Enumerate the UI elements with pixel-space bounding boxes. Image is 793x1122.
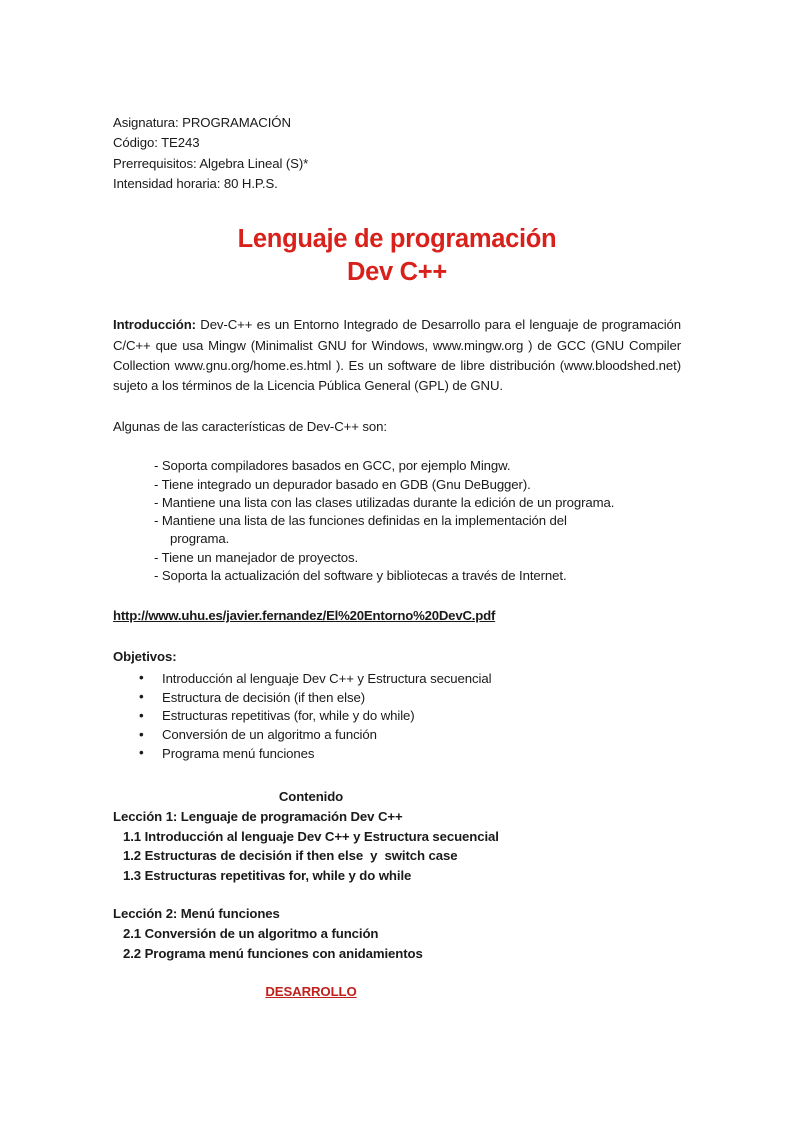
course-metadata-block xyxy=(113,113,681,194)
introduction-label: Introducción: xyxy=(113,317,196,333)
lesson-1-title: Lección 1: Lenguaje de programación Dev C++ xyxy=(113,809,403,825)
lesson-1-block xyxy=(113,807,681,885)
reference-link[interactable]: http://www.uhu.es/javier.fernandez/El%20Entorno%20DevC.pdf xyxy=(113,608,496,624)
list-item xyxy=(113,670,681,689)
list-item xyxy=(113,689,681,708)
feature-text: - Mantiene una lista de las funciones definidas en la implementación del xyxy=(154,513,567,529)
objetivo-text: Estructura de decisión (if then else) xyxy=(162,689,366,705)
features-list xyxy=(113,457,681,585)
metadata-line-codigo: Código: TE243 xyxy=(113,135,200,151)
contenido-heading: Contenido xyxy=(278,788,344,804)
page-title: Lenguaje de programación xyxy=(237,225,557,254)
feature-text: - Soporta compiladores basados en GCC, por ejemplo Mingw. xyxy=(154,458,511,474)
feature-text: - Soporta la actualización del software y bibliotecas a través de Internet. xyxy=(154,568,567,583)
objetivo-text: Conversión de un algoritmo a función xyxy=(162,727,377,743)
lesson-2-title: Lección 2: Menú funciones xyxy=(113,906,280,922)
list-item xyxy=(113,567,681,585)
list-item xyxy=(113,707,681,726)
feature-text-continuation: programa. xyxy=(170,531,230,547)
list-item xyxy=(113,494,681,512)
introduction-paragraph xyxy=(113,315,681,397)
list-item xyxy=(113,476,681,494)
feature-text: - Mantiene una lista con las clases utilizadas durante la edición de un programa. xyxy=(154,494,615,510)
objetivos-list xyxy=(113,670,681,764)
lesson-1-item-3: 1.3 Estructuras repetitivas for, while y do while xyxy=(123,867,412,883)
feature-text: - Tiene un manejador de proyectos. xyxy=(154,549,359,565)
lesson-1-item-1: 1.1 Introducción al lenguaje Dev C++ y Estructura secuencial xyxy=(123,828,499,844)
introduction-body: Dev-C++ es un Entorno Integrado de Desarrollo para el lenguaje de programación C/C++ que usa Mingw (Minimalist GNU for Windows, www.mingw.org ) de GCC (GNU Compiler Collection www.gnu.org/home.es.html ). Es un software de libre distribución (www.bloodshed.net) sujeto a los términos de la Licencia Pública General (GPL) de GNU. xyxy=(113,317,681,394)
metadata-line-prerrequisitos: Prerrequisitos: Algebra Lineal (S)* xyxy=(113,155,309,171)
lesson-2-block xyxy=(113,904,681,963)
list-item xyxy=(113,512,681,549)
features-lead-in: Algunas de las características de Dev-C++ son: xyxy=(113,418,387,434)
page-subtitle: Dev C++ xyxy=(347,258,447,287)
list-item xyxy=(113,726,681,745)
lesson-2-item-1: 2.1 Conversión de un algoritmo a función xyxy=(123,926,379,942)
list-item xyxy=(113,549,681,567)
desarrollo-heading: DESARROLLO xyxy=(265,984,357,1000)
feature-text: - Tiene integrado un depurador basado en GDB (Gnu DeBugger). xyxy=(154,476,531,492)
metadata-line-intensidad: Intensidad horaria: 80 H.P.S. xyxy=(113,175,278,191)
objetivo-text: Estructuras repetitivas (for, while y do while) xyxy=(162,708,415,724)
objetivo-text: Introducción al lenguaje Dev C++ y Estructura secuencial xyxy=(162,670,492,686)
objetivos-heading: Objetivos: xyxy=(113,649,177,665)
objetivo-text: Programa menú funciones xyxy=(162,745,315,761)
list-item xyxy=(113,457,681,475)
lesson-1-item-2: 1.2 Estructuras de decisión if then else y switch case xyxy=(123,848,458,864)
lesson-2-item-2: 2.2 Programa menú funciones con anidamientos xyxy=(123,945,423,961)
document-title-block xyxy=(113,223,681,289)
metadata-line-asignatura: Asignatura: PROGRAMACIÓN xyxy=(113,115,291,130)
lesson-spacer xyxy=(113,885,681,904)
desarrollo-block xyxy=(113,982,681,1002)
list-item xyxy=(113,745,681,764)
